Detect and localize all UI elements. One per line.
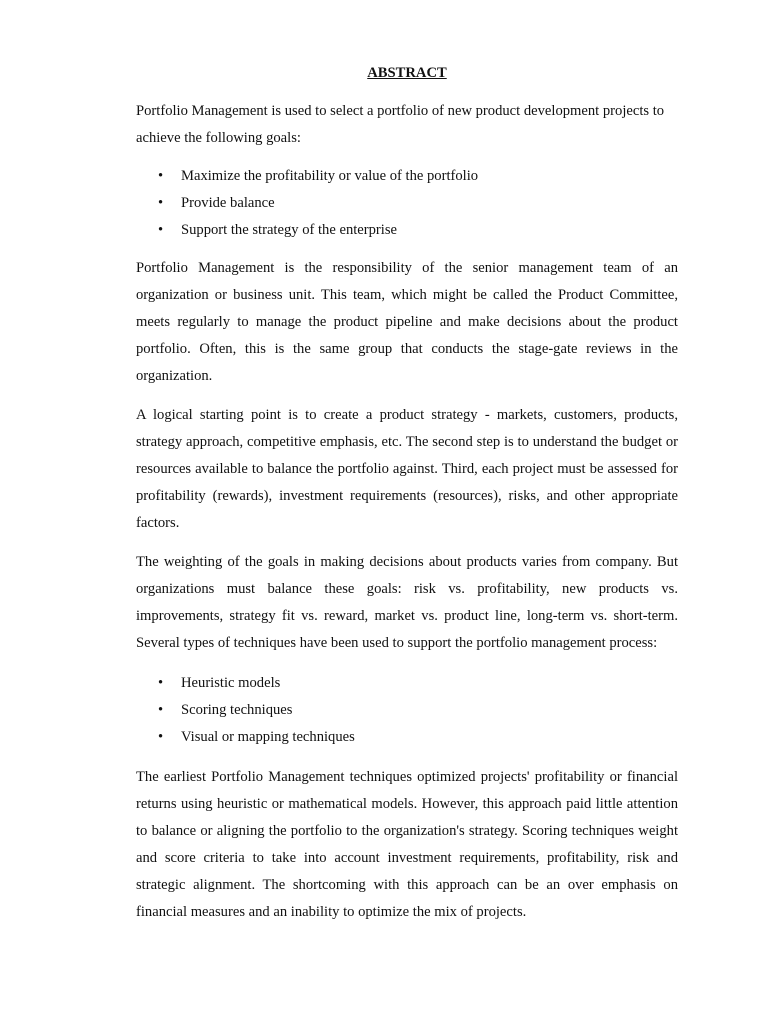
list-item: • Support the strategy of the enterprise [136,217,678,244]
paragraph-starting-point: A logical starting point is to create a product strategy - markets, customers, products, strategy approach, competitive emphasis, etc. The second step is to understand the budget or resources available to balance the portfolio against. Third, each project must be assessed for profitability (rewards), investment requirements (resources), risks, and other appropriate factors. [136,407,678,531]
paragraph-earliest-techniques: The earliest Portfolio Management techniques optimized projects' profitability or financial returns using heuristic or mathematical models. However, this approach paid little attention to balance or aligning the portfolio to the organization's strategy. Scoring techniques weight and score criteria to take into account investment requirements, profitability, risk and strategic alignment. The shortcoming with this approach can be an over emphasis on financial measures and an inability to optimize the mix of projects. [136,769,678,920]
techniques-list [136,670,678,751]
page-title: ABSTRACT [367,65,447,81]
list-item: • Provide balance [136,190,678,217]
paragraph-responsibility: Portfolio Management is the responsibility of the senior management team of an organization or business unit. This team, which might be called the Product Committee, meets regularly to manage the product pipeline and make decisions about the product portfolio. Often, this is the same group that conducts the stage-gate reviews in the organization. [136,260,678,384]
list-item: • Scoring techniques [136,697,678,724]
goals-list [136,163,678,244]
intro-paragraph: Portfolio Management is used to select a portfolio of new product development projects to achieve the following goals: [136,103,665,146]
list-item: • Visual or mapping techniques [136,724,678,751]
list-item: • Maximize the profitability or value of the portfolio [136,163,678,190]
paragraph-weighting: The weighting of the goals in making decisions about products varies from company. But organizations must balance these goals: risk vs. profitability, new products vs. improvements, strategy fit vs. reward, market vs. product line, long-term vs. short-term. Several types of techniques have been used to support the portfolio management process: [136,554,678,651]
document-body [136,62,678,926]
list-item: • Heuristic models [136,670,678,697]
